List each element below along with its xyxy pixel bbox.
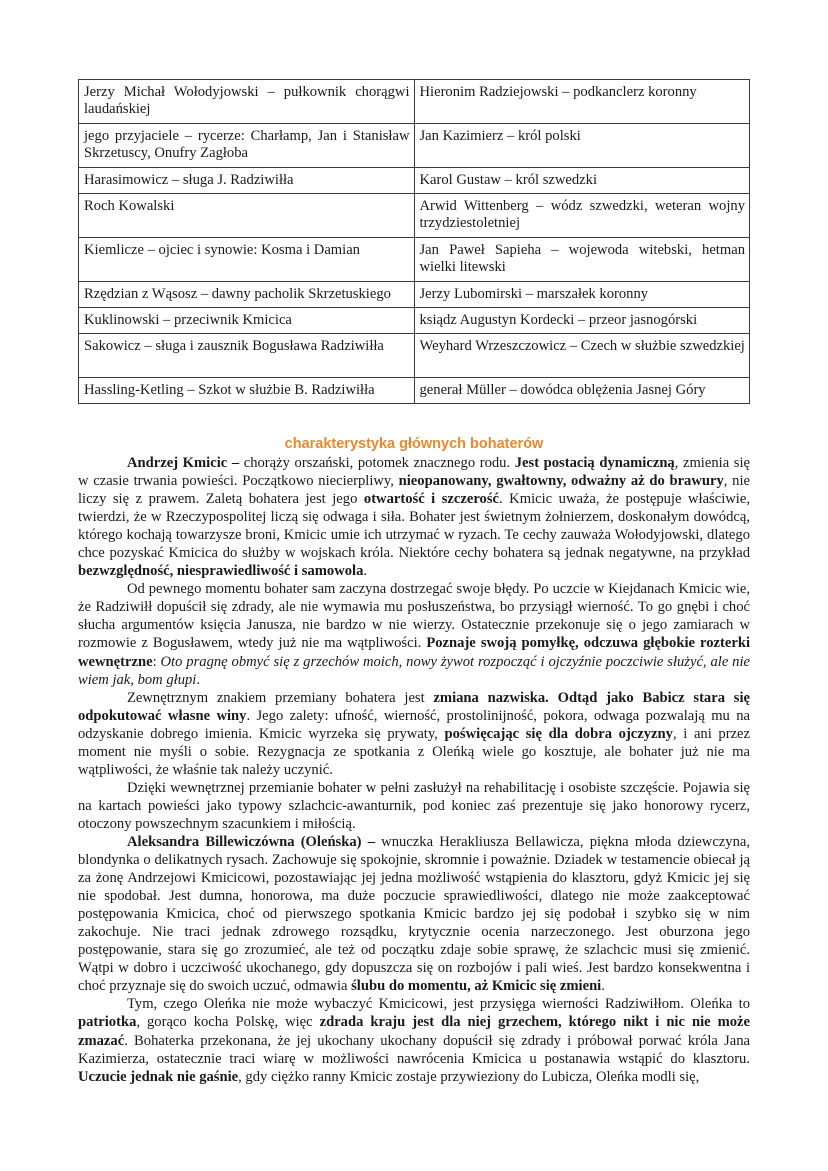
emphasis-bold: Andrzej Kmicic – xyxy=(127,455,240,471)
emphasis-bold: Aleksandra Billewiczówna (Oleńska) – xyxy=(127,833,375,850)
table-row xyxy=(79,334,750,378)
paragraph-kmicic-rehabilitation xyxy=(78,779,750,833)
text-run: , i ani przez moment nie myśli o sobie. Rezygnacja ze spotkania z Oleńką wiele go kosztuje, ale bohater już nie ma wątpliwości, że właśnie tak należy uczynić. xyxy=(78,725,751,778)
emphasis-bold: Poznaje swoją pomyłkę, odczuwa głębokie rozterki wewnętrzne xyxy=(78,635,751,670)
emphasis-bold: Jest postacią dynamiczną xyxy=(514,455,675,471)
table-cell-right: Arwid Wittenberg – wódz szwedzki, weteran wojny trzydziestoletniej xyxy=(414,194,750,238)
text-run: . xyxy=(196,671,201,688)
table-row xyxy=(79,194,750,238)
table-cell-left: Hassling-Ketling – Szkot w służbie B. Radziwiłła xyxy=(79,378,415,404)
text-run: : xyxy=(152,653,161,670)
section-heading: charakterystyka głównych bohaterów xyxy=(284,436,544,452)
table-cell-left: jego przyjaciele – rycerze: Charłamp, Jan i Stanisław Skrzetuscy, Onufry Zagłoba xyxy=(79,124,415,168)
table-cell-left: Sakowicz – sługa i zausznik Bogusława Radziwiłła xyxy=(79,334,415,378)
text-run: Tym, czego Oleńka nie może wybaczyć Kmicicowi, jest przysięga wierności Radziwiłłom. Oleńka to xyxy=(127,996,750,1013)
table-row xyxy=(79,124,750,168)
table-cell-left: Roch Kowalski xyxy=(79,194,415,238)
text-run: . Bohaterka przekonana, że jej ukochany ukochany dopuścił się zdrady i próbował porwać króla Jana Kazimierza, ostatecznie traci wiarę w możliwości nawrócenia Kmicica u postanawia wstąpić do klasztoru. xyxy=(78,1032,750,1067)
table-row xyxy=(79,308,750,334)
text-run: Dzięki wewnętrznej przemianie bohater w pełni zasłużył na rehabilitację i osobiste szczęście. Pojawia się na kartach powieści jako typowy szlachcic-awanturnik, pod koniec zaś prezentuje się jako honorowy rycerz, otoczony powszechnym szacunkiem i miłością. xyxy=(78,779,750,832)
table-row xyxy=(79,238,750,282)
emphasis-bold: Uczucie jednak nie gaśnie xyxy=(78,1068,239,1085)
text-run: chorąży orszański, potomek znacznego rodu. xyxy=(239,455,515,471)
text-run: . Jego zalety: ufność, wierność, prostolinijność, pokora, odwaga pozwalają mu na odzyskanie dobrego imienia. Kmicic wyrzeka się prywaty, xyxy=(78,707,750,742)
table-cell-left: Kiemlicze – ojciec i synowie: Kosma i Damian xyxy=(79,238,415,282)
paragraph-kmicic-change xyxy=(78,580,750,688)
text-run: Od pewnego momentu bohater sam zaczyna dostrzegać swoje błędy. Po uczcie w Kiejdanach Kmicic wie, że Radziwiłł dopuścił się zdrady, ale nie wymawia mu posłuszeństwa, bo przysiągł wierność. To go gnębi i choć słucha argumentów księcia Janusza, nie bardzo w nie wierzy. Ostatecznie przekonuje się o jego zamiarach w rozmowie z Bogusławem, wtedy już nie ma wątpliwości. xyxy=(78,581,750,652)
text-run: wnuczka Herakliusza Bellawicza, piękna młoda dziewczyna, blondynka o delikatnych rysach. Zachowuje się spokojnie, skromnie i poważnie. Dziadek w testamencie obiecał ją za żonę Andrzejowi Kmicicowi, pozostawiając jej jedna możliwość wstąpienia do klasztoru, gdyż Kmicic jej się nie spodobał. Jest dumna, honorowa, ma duże poczucie sprawiedliwości, dlatego nie może zaakceptować postępowania Kmicica, choć od pierwszego spotkania Kmicic bardzo jej się podobał i szybko się w nim zakochuje. Nie traci jednak zdrowego rozsądku, krytycznie ocenia narzeczonego. Jest oburzona jego postępowanie, stara się go zrozumieć, ale też od początku zdaje sobie sprawę, że szlachcic musi się zmienić. Wątpi w dobro i uczciwość ukochanego, gdy dopuszcza się on rozbojów i pali wieś. Jest bardzo konsekwentna i choć przyznaje się do swoich uczuć, odmawia xyxy=(78,833,750,995)
emphasis-bold: zmiana nazwiska. Odtąd jako Babicz stara się odpokutować własne winy xyxy=(78,689,750,724)
emphasis-bold: zdrada kraju jest dla niej grzechem, którego nikt i nic nie może zmazać xyxy=(78,1014,750,1049)
characters-table xyxy=(78,79,750,404)
paragraph-kmicic-intro xyxy=(78,454,750,580)
characters-description xyxy=(78,454,750,1086)
table-cell-left: Harasimowicz – sługa J. Radziwiłła xyxy=(79,168,415,194)
paragraph-kmicic-babicz xyxy=(78,689,750,779)
text-run: , zmienia się w czasie trwania powieści. Początkowo niecierpliwy, xyxy=(78,455,750,490)
table-cell-right: generał Müller – dowódca oblężenia Jasnej Góry xyxy=(414,378,750,404)
table-cell-right: Hieronim Radziejowski – podkanclerz koronny xyxy=(414,80,750,124)
table-cell-left: Rzędzian z Wąsosz – dawny pacholik Skrzetuskiego xyxy=(79,282,415,308)
table-cell-left: Jerzy Michał Wołodyjowski – pułkownik chorągwi laudańskiej xyxy=(79,80,415,124)
table-row xyxy=(79,168,750,194)
text-run: , gdy ciężko ranny Kmicic zostaje przywieziony do Lubicza, Oleńka modli się, xyxy=(238,1068,700,1085)
emphasis-bold: ślubu do momentu, aż Kmicic się zmieni xyxy=(351,978,602,995)
emphasis-bold: bezwzględność, niesprawiedliwość i samowola xyxy=(78,563,364,580)
emphasis-bold: otwartość i szczerość xyxy=(363,491,500,508)
text-run: . xyxy=(601,978,605,995)
emphasis-bold: poświęcając się dla dobra ojczyzny xyxy=(444,725,673,742)
table-cell-right: Weyhard Wrzeszczowicz – Czech w służbie szwedzkiej xyxy=(414,334,750,378)
text-run: Zewnętrznym znakiem przemiany bohatera jest xyxy=(127,689,434,706)
paragraph-olenka-intro xyxy=(78,833,750,995)
text-run: , gorąco kocha Polskę, więc xyxy=(136,1014,320,1031)
table-row xyxy=(79,282,750,308)
text-run: , nie liczy się z prawem. Zaletą bohatera jest jego xyxy=(78,473,750,508)
emphasis-bold: nieopanowany, gwałtowny, odważny aż do brawury xyxy=(398,473,724,490)
table-cell-right: Jerzy Lubomirski – marszałek koronny xyxy=(414,282,750,308)
table-cell-right: Karol Gustaw – król szwedzki xyxy=(414,168,750,194)
table-row xyxy=(79,378,750,404)
table-cell-right: Jan Kazimierz – król polski xyxy=(414,124,750,168)
text-run: . xyxy=(363,563,368,580)
table-cell-right: ksiądz Augustyn Kordecki – przeor jasnogórski xyxy=(414,308,750,334)
paragraph-olenka-patriot xyxy=(78,995,750,1085)
table-row xyxy=(79,80,750,124)
text-run: . Kmicic uważa, że postępuje właściwie, twierdzi, że w Rzeczypospolitej liczą się odwaga i siła. Bohater jest świetnym żołnierzem, doskonałym dowódcą, którego kochają towarzysze broni, Kmicic umie ich utrzymać w ryzach. Te cechy zauważa Wołodyjowski, dlatego chce pozyskać Kmicica do służby w wojskach króla. Niektóre cechy bohatera są jednak negatywne, na przykład xyxy=(78,491,750,562)
emphasis-bold: patriotka xyxy=(78,1014,137,1031)
table-cell-left: Kuklinowski – przeciwnik Kmicica xyxy=(79,308,415,334)
table-cell-right: Jan Paweł Sapieha – wojewoda witebski, hetman wielki litewski xyxy=(414,238,750,282)
quote-italic: Oto pragnę obmyć się z grzechów moich, nowy żywot rozpocząć i ojczyźnie poczciwie służyć, ale nie wiem jak, bom głupi xyxy=(78,653,751,688)
